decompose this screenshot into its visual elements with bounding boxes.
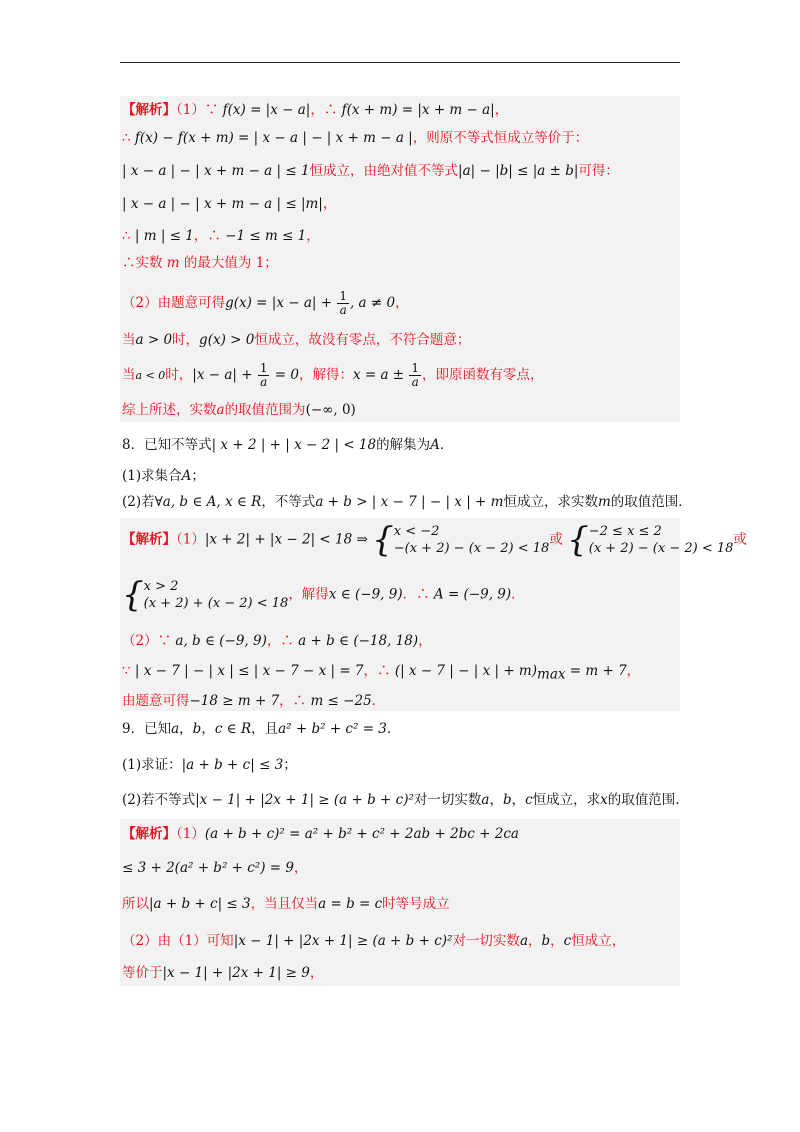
- text: ，: [322, 196, 337, 212]
- text: （1）: [176, 531, 205, 548]
- formula: = 0: [270, 367, 299, 383]
- text: 或: [549, 531, 563, 548]
- question-text: ．: [386, 721, 401, 737]
- text: ，即原函数有零点，: [422, 367, 544, 383]
- text: ，: [418, 633, 432, 649]
- q9-line-3: [122, 791, 680, 809]
- text: ，∴: [266, 633, 299, 649]
- text: （1）∵: [176, 102, 223, 118]
- formula: |x − a| +: [192, 367, 257, 383]
- text: 由题意可得: [122, 693, 190, 709]
- text: ．∴: [402, 586, 434, 603]
- variable: a: [171, 721, 180, 737]
- case-condition: x < −2: [393, 524, 440, 539]
- text: （1）: [176, 826, 205, 842]
- p7-line-5: [122, 227, 320, 245]
- formula: f(x + m) = |x + m − a|: [341, 102, 495, 118]
- text: ，: [293, 860, 308, 876]
- variable: c: [525, 792, 533, 808]
- text: 恒成立，故没有零点，不符合题意；: [254, 332, 471, 348]
- variable: a: [216, 402, 225, 418]
- text: ∴: [122, 228, 135, 244]
- text: 等价于: [122, 965, 163, 981]
- q8-line-1: [122, 436, 453, 454]
- formula: |a + b + c| ≤ 3: [149, 896, 251, 912]
- analysis-tag: 【解析】: [122, 826, 176, 842]
- p8-line-5: [122, 692, 385, 710]
- question-text: ．: [439, 437, 454, 453]
- formula: A = (−9, 9): [433, 586, 512, 603]
- formula: a < 0: [135, 369, 166, 382]
- p8-line-1: [122, 520, 747, 560]
- question-text: 的取值范围.: [607, 792, 680, 808]
- formula: = m + 7: [565, 663, 627, 679]
- header-rule: [120, 62, 680, 63]
- text: 的最大值为 1；: [179, 255, 278, 271]
- variable: c: [563, 933, 572, 949]
- formula: −1 ≤ m ≤ 1: [225, 228, 307, 244]
- text: ，∴: [193, 228, 226, 244]
- q8-line-2: [122, 467, 205, 485]
- text: ，解得：: [298, 367, 353, 383]
- text: 时，: [172, 332, 200, 348]
- question-text: ，: [489, 792, 503, 808]
- text: （2）∵: [122, 633, 176, 649]
- text: ，: [494, 102, 509, 118]
- denominator: a: [339, 303, 347, 317]
- formula: |x − 1| + |2x + 1| ≥ (a + b + c)²: [195, 792, 414, 808]
- formula: f(x) = |x − a|: [222, 102, 311, 118]
- q9-line-2: [122, 756, 297, 774]
- formula: x ∈ (−9, 9): [328, 586, 403, 603]
- text: 或: [733, 531, 747, 548]
- p8-line-4: [122, 662, 640, 684]
- question-text: ，: [201, 721, 215, 737]
- formula: | x − a | − | x + m − a | ≤ 1: [122, 163, 310, 179]
- formula: a + b > | x − 7 | − | x | + m: [315, 494, 504, 510]
- text: ，: [309, 965, 324, 981]
- question-text: (2)若: [122, 494, 155, 510]
- text: ，解得: [288, 586, 329, 603]
- case-condition: −(x + 2) − (x − 2) < 18: [393, 541, 550, 556]
- case-rows: [394, 523, 550, 557]
- p7-line-4: [122, 195, 336, 213]
- formula: m ≤ −25: [310, 693, 372, 709]
- case-condition: x > 2: [143, 579, 179, 594]
- left-brace-icon: {: [567, 520, 589, 560]
- denominator: a: [411, 375, 419, 389]
- case-rows: [589, 523, 734, 557]
- formula: ∀a, b ∈ A, x ∈ R: [154, 494, 262, 510]
- variable: b: [192, 721, 202, 737]
- question-text: ；: [283, 757, 297, 773]
- case-rows: [144, 578, 289, 612]
- text: （2）由题意可得: [122, 295, 226, 311]
- variable: A: [181, 468, 192, 484]
- text: 对一切实数: [452, 933, 520, 949]
- text: ∴: [122, 130, 135, 146]
- text: 时，: [165, 367, 193, 383]
- question-text: ，不等式: [261, 494, 316, 510]
- p7-line-7: [122, 290, 409, 317]
- text: 所以: [122, 896, 149, 912]
- text: ，: [626, 663, 641, 679]
- formula: | x − a | − | x + m − a | ≤ |m|: [122, 196, 323, 212]
- text: ，: [550, 933, 564, 949]
- p7-line-2: [122, 129, 588, 147]
- numerator: 1: [411, 361, 420, 375]
- formula: | x + 2 | + | x − 2 | < 18: [211, 437, 377, 453]
- p9-line-2: [122, 859, 307, 877]
- formula: |x + 2| + |x − 2| < 18 ⇒: [204, 531, 368, 548]
- formula: a² + b² + c² = 3: [278, 721, 387, 737]
- p7-line-8: [122, 331, 470, 349]
- left-brace-icon: {: [122, 575, 144, 615]
- p7-line-3: [122, 162, 619, 180]
- p7-line-6: [122, 254, 278, 272]
- case-condition: −2 ≤ x ≤ 2: [588, 524, 662, 539]
- text: 综上所述，实数: [122, 402, 217, 418]
- fraction: [258, 362, 270, 389]
- formula: a > 0: [135, 332, 173, 348]
- formula: |x − 1| + |2x + 1| ≥ (a + b + c)²: [233, 933, 453, 949]
- formula: g(x) > 0: [199, 332, 255, 348]
- case-condition: (x + 2) − (x − 2) < 18: [588, 541, 734, 556]
- text: 恒成立，: [571, 933, 626, 949]
- formula: |x − 1| + |2x + 1| ≥ 9: [162, 965, 310, 981]
- text: ，则原不等式恒成立等价于：: [412, 130, 589, 146]
- p8-line-2: [122, 575, 525, 615]
- text: 时等号成立: [382, 896, 450, 912]
- question-text: 恒成立，求: [532, 792, 601, 808]
- p8-line-3: [122, 632, 432, 650]
- question-text: 的解集为: [376, 437, 431, 453]
- formula: , a ≠ 0: [349, 295, 396, 311]
- fraction: [337, 290, 349, 317]
- question-text: 9．已知: [122, 721, 172, 737]
- text: ，: [306, 228, 320, 244]
- text: 当: [122, 332, 136, 348]
- variable: m: [597, 494, 611, 510]
- case-condition: (x + 2) + (x − 2) < 18: [143, 596, 289, 611]
- formula: |a + b + c| ≤ 3: [181, 757, 284, 773]
- text: ，∴: [310, 102, 342, 118]
- p7-line-1: [122, 101, 508, 119]
- formula: (a + b + c)² = a² + b² + c² + 2ab + 2bc + 2ca: [204, 826, 519, 842]
- question-text: (1)求证：: [122, 757, 182, 773]
- text: ，∴: [279, 693, 311, 709]
- variable: m: [166, 255, 180, 271]
- formula: a, b ∈ (−9, 9): [175, 633, 267, 649]
- numerator: 1: [259, 361, 268, 375]
- question-text: 的取值范围．: [610, 494, 692, 510]
- fraction: [409, 362, 421, 389]
- question-text: 对一切实数: [413, 792, 482, 808]
- variable: b: [541, 933, 551, 949]
- variable: a: [519, 933, 528, 949]
- q9-line-1: [122, 720, 400, 738]
- variable: x: [600, 792, 608, 808]
- question-text: (1)求集合: [122, 468, 182, 484]
- text: ．: [511, 586, 525, 603]
- formula: ≤ 3 + 2(a² + b² + c²) = 9: [122, 860, 294, 876]
- variable: A: [430, 437, 440, 453]
- case-system: [372, 520, 550, 560]
- text: ∴实数: [122, 255, 167, 271]
- question-text: ，: [511, 792, 526, 808]
- formula: g(x) = |x − a| +: [225, 295, 337, 311]
- text: （2）由（1）可知: [122, 933, 234, 949]
- formula: (−∞, 0): [305, 402, 356, 418]
- q8-line-3: [122, 493, 692, 511]
- formula: c ∈ R: [214, 721, 252, 737]
- text: ．: [371, 693, 386, 709]
- formula: x = a ±: [352, 367, 409, 383]
- formula: | m | ≤ 1: [134, 228, 194, 244]
- p9-line-4: [122, 932, 625, 950]
- text: ，: [528, 933, 542, 949]
- subscript: max: [537, 666, 566, 683]
- text: 可得：: [578, 163, 619, 179]
- text: 的取值范围为: [224, 402, 306, 418]
- text: ，: [395, 295, 409, 311]
- case-system: [567, 520, 734, 560]
- p7-line-10: [122, 401, 356, 419]
- text: ，当且仅当: [250, 896, 319, 912]
- question-text: ，: [179, 721, 193, 737]
- case-system: [122, 575, 289, 615]
- question-text: ；: [191, 468, 205, 484]
- variable: a: [481, 792, 490, 808]
- question-text: 恒成立，求实数: [503, 494, 598, 510]
- left-brace-icon: {: [372, 520, 394, 560]
- formula: f(x) − f(x + m) = | x − a | − | x + m − a |: [134, 130, 413, 146]
- p9-line-5: [122, 964, 323, 982]
- text: ∵: [122, 663, 135, 679]
- question-text: (2)若不等式: [122, 792, 196, 808]
- formula: (| x − 7 | − | x | + m): [394, 663, 538, 679]
- formula: a + b ∈ (−18, 18): [298, 633, 419, 649]
- numerator: 1: [339, 289, 347, 303]
- denominator: a: [260, 375, 268, 389]
- question-text: 8．已知不等式: [122, 437, 212, 453]
- text: 恒成立，由绝对值不等式: [309, 163, 459, 179]
- analysis-tag: 【解析】: [122, 102, 176, 118]
- variable: b: [502, 792, 512, 808]
- p9-line-3: [122, 895, 450, 913]
- formula: | x − 7 | − | x | ≤ | x − 7 − x | = 7: [134, 663, 364, 679]
- text: 当: [122, 367, 136, 383]
- formula: −18 ≥ m + 7: [189, 693, 280, 709]
- p9-line-1: [122, 825, 519, 843]
- formula: |a| − |b| ≤ |a ± b|: [458, 163, 579, 179]
- question-text: ，且: [251, 721, 279, 737]
- text: ，∴: [363, 663, 395, 679]
- formula: a = b = c: [318, 896, 383, 912]
- analysis-tag: 【解析】: [122, 531, 176, 548]
- p7-line-9: [122, 362, 544, 389]
